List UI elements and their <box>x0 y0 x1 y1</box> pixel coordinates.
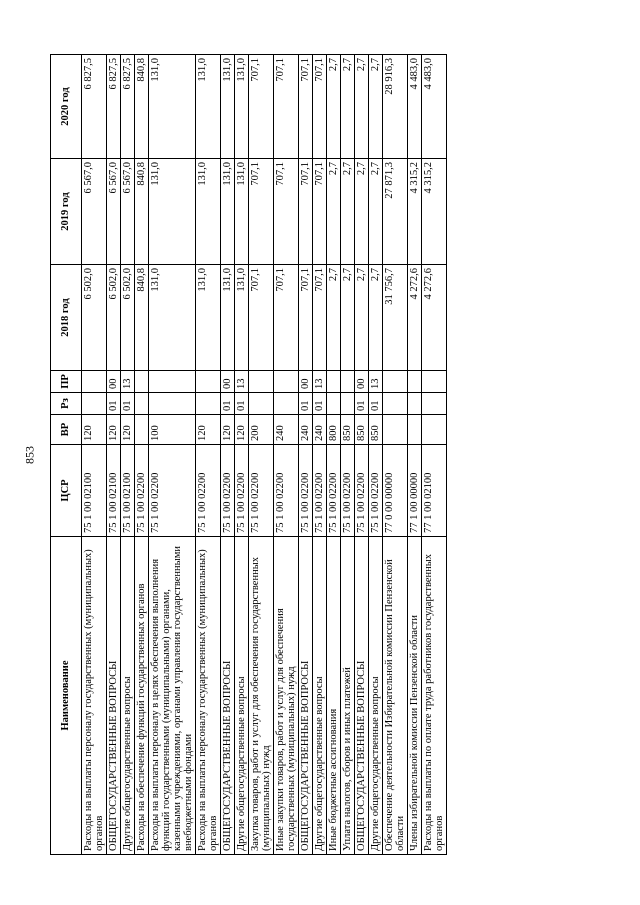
cell-csr: 75 1 00 02100 <box>107 445 121 537</box>
cell-csr: 75 1 00 02200 <box>327 445 341 537</box>
cell-2018: 707,1 <box>274 265 299 371</box>
cell-2020: 4 483,0 <box>422 55 447 159</box>
cell-rz: 01 <box>369 393 383 415</box>
cell-csr: 77 1 00 00000 <box>408 445 422 537</box>
cell-2019: 707,1 <box>313 159 327 265</box>
cell-vr: 850 <box>355 415 369 445</box>
cell-rz: 01 <box>221 393 235 415</box>
cell-csr: 75 1 00 02200 <box>135 445 149 537</box>
cell-name: Расходы на выплаты по оплате труда работников государственных органов <box>422 537 447 855</box>
table-row <box>196 55 221 855</box>
budget-table <box>50 54 447 855</box>
cell-2019: 27 871,3 <box>383 159 408 265</box>
header-vr: ВР <box>51 415 82 445</box>
cell-2019: 2,7 <box>327 159 341 265</box>
table-row <box>221 55 235 855</box>
cell-pr <box>327 371 341 393</box>
cell-rz <box>408 393 422 415</box>
table-row <box>383 55 408 855</box>
cell-2018: 131,0 <box>221 265 235 371</box>
cell-2019: 131,0 <box>196 159 221 265</box>
cell-2019: 6 567,0 <box>121 159 135 265</box>
cell-2019: 4 315,2 <box>408 159 422 265</box>
cell-pr <box>274 371 299 393</box>
cell-2018: 707,1 <box>249 265 274 371</box>
cell-2018: 840,8 <box>135 265 149 371</box>
cell-vr: 850 <box>369 415 383 445</box>
cell-pr <box>149 371 196 393</box>
cell-2020: 2,7 <box>341 55 355 159</box>
cell-name: ОБЩЕГОСУДАРСТВЕННЫЕ ВОПРОСЫ <box>221 537 235 855</box>
cell-2019: 707,1 <box>249 159 274 265</box>
cell-2018: 4 272,6 <box>422 265 447 371</box>
cell-csr: 77 1 00 02100 <box>422 445 447 537</box>
cell-2018: 2,7 <box>327 265 341 371</box>
cell-rz <box>149 393 196 415</box>
cell-name: Другие общегосударственные вопросы <box>313 537 327 855</box>
cell-2020: 6 827,5 <box>82 55 107 159</box>
cell-vr <box>383 415 408 445</box>
cell-2019: 131,0 <box>235 159 249 265</box>
cell-csr: 75 1 00 02200 <box>299 445 313 537</box>
cell-vr: 120 <box>196 415 221 445</box>
cell-name: ОБЩЕГОСУДАРСТВЕННЫЕ ВОПРОСЫ <box>299 537 313 855</box>
cell-name: Другие общегосударственные вопросы <box>235 537 249 855</box>
cell-2020: 131,0 <box>149 55 196 159</box>
cell-csr: 75 1 00 02200 <box>149 445 196 537</box>
cell-rz: 01 <box>355 393 369 415</box>
cell-2020: 707,1 <box>299 55 313 159</box>
table-row <box>369 55 383 855</box>
cell-rz: 01 <box>121 393 135 415</box>
cell-pr: 13 <box>313 371 327 393</box>
cell-pr <box>135 371 149 393</box>
cell-2020: 28 916,3 <box>383 55 408 159</box>
cell-rz <box>196 393 221 415</box>
cell-vr <box>135 415 149 445</box>
cell-2020: 2,7 <box>369 55 383 159</box>
table-header-row <box>51 55 82 855</box>
header-csr: ЦСР <box>51 445 82 537</box>
cell-2020: 131,0 <box>221 55 235 159</box>
cell-pr <box>408 371 422 393</box>
cell-vr: 120 <box>121 415 135 445</box>
cell-2019: 2,7 <box>369 159 383 265</box>
cell-rz: 01 <box>235 393 249 415</box>
cell-2019: 840,8 <box>135 159 149 265</box>
cell-2020: 707,1 <box>249 55 274 159</box>
cell-csr: 75 1 00 02100 <box>121 445 135 537</box>
table-row <box>327 55 341 855</box>
table-row <box>355 55 369 855</box>
table-row <box>82 55 107 855</box>
cell-2018: 4 272,6 <box>408 265 422 371</box>
cell-pr: 00 <box>107 371 121 393</box>
cell-pr: 13 <box>369 371 383 393</box>
cell-2018: 131,0 <box>235 265 249 371</box>
cell-pr <box>249 371 274 393</box>
cell-csr: 75 1 00 02200 <box>313 445 327 537</box>
table-row <box>408 55 422 855</box>
cell-csr: 75 1 00 02200 <box>274 445 299 537</box>
cell-2018: 31 756,7 <box>383 265 408 371</box>
cell-2020: 131,0 <box>235 55 249 159</box>
cell-vr <box>408 415 422 445</box>
cell-2020: 840,8 <box>135 55 149 159</box>
cell-name: Уплата налогов, сборов и иных платежей <box>341 537 355 855</box>
cell-vr: 200 <box>249 415 274 445</box>
table-row <box>121 55 135 855</box>
cell-pr <box>422 371 447 393</box>
cell-2019: 707,1 <box>274 159 299 265</box>
table-row <box>107 55 121 855</box>
cell-csr: 75 1 00 02200 <box>196 445 221 537</box>
cell-csr: 75 1 00 02100 <box>82 445 107 537</box>
cell-name: Иные бюджетные ассигнования <box>327 537 341 855</box>
table-row <box>135 55 149 855</box>
cell-2020: 2,7 <box>327 55 341 159</box>
header-2018: 2018 год <box>51 265 82 371</box>
cell-vr: 120 <box>235 415 249 445</box>
cell-rz <box>82 393 107 415</box>
cell-pr: 00 <box>221 371 235 393</box>
cell-2020: 2,7 <box>355 55 369 159</box>
cell-csr: 75 1 00 02200 <box>355 445 369 537</box>
table-row <box>149 55 196 855</box>
cell-2019: 6 567,0 <box>82 159 107 265</box>
cell-2018: 131,0 <box>196 265 221 371</box>
cell-vr: 120 <box>82 415 107 445</box>
cell-rz <box>274 393 299 415</box>
cell-rz <box>383 393 408 415</box>
cell-2020: 707,1 <box>313 55 327 159</box>
cell-name: Расходы на обеспечение функций государственных органов <box>135 537 149 855</box>
cell-2020: 707,1 <box>274 55 299 159</box>
table-row <box>313 55 327 855</box>
cell-2020: 6 827,5 <box>107 55 121 159</box>
cell-pr: 13 <box>121 371 135 393</box>
cell-name: Расходы на выплаты персоналу государственных (муниципальных) органов <box>196 537 221 855</box>
cell-2019: 131,0 <box>149 159 196 265</box>
cell-vr: 240 <box>313 415 327 445</box>
table-body <box>82 55 447 855</box>
cell-csr: 75 1 00 02200 <box>369 445 383 537</box>
cell-csr: 75 1 00 02200 <box>221 445 235 537</box>
cell-name: Иные закупки товаров, работ и услуг для обеспечения государственных (муниципальных) нужд <box>274 537 299 855</box>
cell-pr: 00 <box>299 371 313 393</box>
cell-rz: 01 <box>107 393 121 415</box>
cell-rz: 01 <box>299 393 313 415</box>
cell-csr: 75 1 00 02200 <box>249 445 274 537</box>
cell-2020: 4 483,0 <box>408 55 422 159</box>
cell-vr <box>422 415 447 445</box>
cell-rz <box>341 393 355 415</box>
cell-pr <box>196 371 221 393</box>
rotated-table-container <box>50 55 580 855</box>
cell-2019: 2,7 <box>341 159 355 265</box>
cell-pr: 00 <box>355 371 369 393</box>
cell-vr: 800 <box>327 415 341 445</box>
header-2019: 2019 год <box>51 159 82 265</box>
cell-csr: 77 0 00 00000 <box>383 445 408 537</box>
cell-rz: 01 <box>313 393 327 415</box>
table-row <box>422 55 447 855</box>
cell-2019: 6 567,0 <box>107 159 121 265</box>
cell-name: Другие общегосударственные вопросы <box>369 537 383 855</box>
cell-vr: 850 <box>341 415 355 445</box>
cell-name: Обеспечение деятельности Избирательной комиссии Пензенской области <box>383 537 408 855</box>
cell-name: Другие общегосударственные вопросы <box>121 537 135 855</box>
cell-2019: 2,7 <box>355 159 369 265</box>
cell-2019: 707,1 <box>299 159 313 265</box>
table-row <box>249 55 274 855</box>
cell-2018: 2,7 <box>341 265 355 371</box>
cell-rz <box>422 393 447 415</box>
table-row <box>235 55 249 855</box>
cell-vr: 100 <box>149 415 196 445</box>
table-row <box>341 55 355 855</box>
cell-vr: 120 <box>221 415 235 445</box>
header-pr: ПР <box>51 371 82 393</box>
cell-vr: 120 <box>107 415 121 445</box>
cell-pr <box>383 371 408 393</box>
cell-2019: 4 315,2 <box>422 159 447 265</box>
cell-pr <box>341 371 355 393</box>
cell-rz <box>249 393 274 415</box>
page-number: 853 <box>22 446 37 464</box>
cell-csr: 75 1 00 02200 <box>235 445 249 537</box>
cell-2019: 131,0 <box>221 159 235 265</box>
cell-name: Члены избирательной комиссии Пензенской области <box>408 537 422 855</box>
cell-2018: 6 502,0 <box>121 265 135 371</box>
cell-2018: 6 502,0 <box>82 265 107 371</box>
cell-2018: 2,7 <box>369 265 383 371</box>
cell-name: Расходы на выплаты персоналу государственных (муниципальных) органов <box>82 537 107 855</box>
cell-pr: 13 <box>235 371 249 393</box>
table-row <box>299 55 313 855</box>
cell-name: Закупка товаров, работ и услуг для обеспечения государственных (муниципальных) нужд <box>249 537 274 855</box>
cell-pr <box>82 371 107 393</box>
cell-csr: 75 1 00 02200 <box>341 445 355 537</box>
cell-2020: 131,0 <box>196 55 221 159</box>
cell-2018: 2,7 <box>355 265 369 371</box>
cell-2018: 131,0 <box>149 265 196 371</box>
cell-vr: 240 <box>274 415 299 445</box>
cell-2020: 6 827,5 <box>121 55 135 159</box>
header-name: Наименование <box>51 537 82 855</box>
cell-vr: 240 <box>299 415 313 445</box>
cell-rz <box>327 393 341 415</box>
header-2020: 2020 год <box>51 55 82 159</box>
cell-2018: 707,1 <box>313 265 327 371</box>
cell-name: ОБЩЕГОСУДАРСТВЕННЫЕ ВОПРОСЫ <box>355 537 369 855</box>
cell-2018: 6 502,0 <box>107 265 121 371</box>
cell-2018: 707,1 <box>299 265 313 371</box>
table-row <box>274 55 299 855</box>
cell-name: ОБЩЕГОСУДАРСТВЕННЫЕ ВОПРОСЫ <box>107 537 121 855</box>
cell-name: Расходы на выплаты персоналу в целях обеспечения выполнения функций государственными (муниципальными) органами, казенными учреждениями, органами управления государственными внебюджетными фондами <box>149 537 196 855</box>
header-rz: Рз <box>51 393 82 415</box>
cell-rz <box>135 393 149 415</box>
